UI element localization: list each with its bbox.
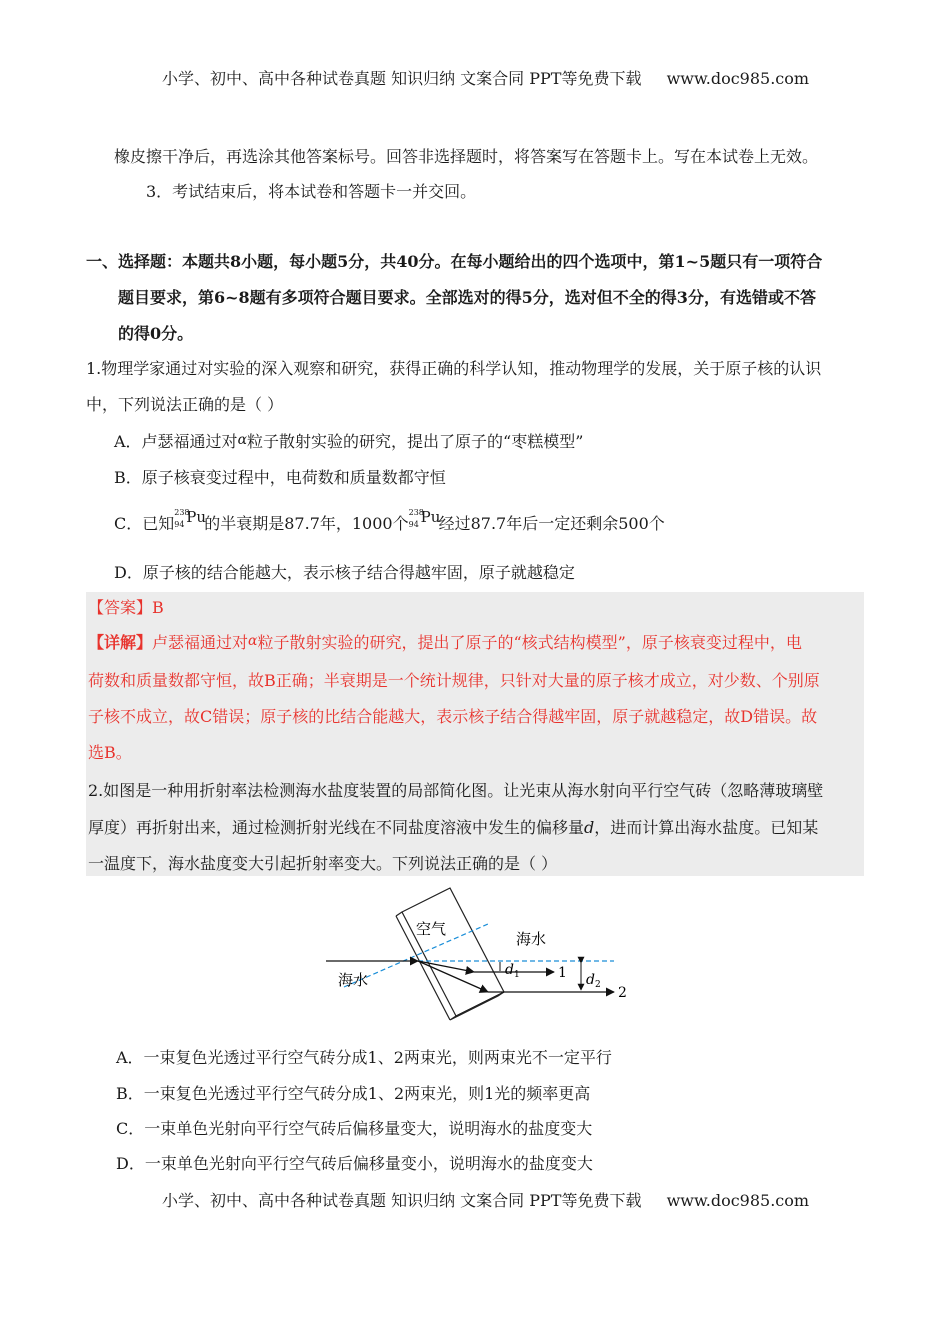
q2-stem-2-post: ，进而计算出海水盐度。已知某 (594, 818, 819, 837)
element-symbol: Pu (420, 507, 441, 526)
label-ray-1: 1 (558, 965, 567, 981)
q1-option-c-mid: 的半衰期是87.7年，1000个 (204, 514, 409, 533)
d1-sub: 1 (513, 970, 520, 980)
q1-detail-line-3: 子核不成立，故C错误；原子核的比结合能越大，表示核子结合得越牢固，原子就越稳定，故D错误。故 (88, 707, 818, 726)
q1-option-c-post: 经过87.7年后一定还剩余500个 (438, 514, 665, 533)
q2-stem-2-pre: 厚度）再折射出来，通过检测折射光线在不同盐度溶液中发生的偏移量 (88, 818, 585, 837)
atomic-number: 94 (174, 519, 185, 529)
header-text: 小学、初中、高中各种试卷真题 知识归纳 文案合同 PPT等免费下载 (162, 69, 642, 88)
label-seawater-left: 海水 (338, 971, 369, 989)
detail-label: 【详解】 (88, 633, 153, 652)
q1-option-b: B．原子核衰变过程中，电荷数和质量数都守恒 (114, 468, 446, 487)
q1-option-a-pre: A．卢瑟福通过对 (114, 432, 238, 451)
alpha-symbol: α (237, 432, 248, 448)
refracted-ray-2 (418, 961, 488, 992)
offset-variable: d (584, 818, 595, 837)
q2-option-b: B．一束复色光透过平行空气砖分成1、2两束光，则1光的频率更高 (116, 1084, 591, 1103)
q2-option-c: C．一束单色光射向平行空气砖后偏移量变大，说明海水的盐度变大 (116, 1119, 593, 1138)
element-symbol: Pu (186, 507, 207, 526)
d2-sub: 2 (594, 980, 601, 990)
refraction-figure (322, 884, 662, 1044)
header-url[interactable]: www.doc985.com (666, 69, 810, 88)
q2-stem-line-3: 一温度下，海水盐度变大引起折射率变大。下列说法正确的是（ ） (88, 854, 558, 873)
q1-answer: 【答案】B (88, 598, 164, 617)
detail-pre: 卢瑟福通过对 (152, 633, 249, 652)
label-d2 (586, 972, 601, 990)
section-heading-line-2: 题目要求，第6~8题有多项符合题目要求。全部选对的得5分，选对但不全的得3分，有选错或不答 (118, 288, 816, 307)
q1-detail-line-1 (88, 632, 802, 655)
q2-option-d: D．一束单色光射向平行空气砖后偏移量变小，说明海水的盐度变大 (116, 1154, 593, 1173)
air-brick-edge (396, 912, 402, 916)
footer-text: 小学、初中、高中各种试卷真题 知识归纳 文案合同 PPT等免费下载 (162, 1191, 642, 1210)
label-seawater-right: 海水 (516, 930, 547, 948)
page-header (162, 68, 809, 90)
pu-nuclide (174, 507, 207, 536)
q1-option-a (114, 431, 583, 454)
d2-var: d (586, 972, 595, 988)
q1-option-c-pre: C．已知 (114, 514, 175, 533)
intro-line-1: 橡皮擦干净后，再选涂其他答案标号。回答非选择题时，将答案写在答题卡上。写在本试卷上无效。 (114, 147, 819, 166)
alpha-symbol: α (248, 633, 258, 649)
pu-nuclide (408, 507, 441, 536)
mass-number: 238 (408, 507, 424, 517)
mass-number: 238 (174, 507, 190, 517)
air-brick-side (450, 992, 504, 1020)
section-heading-line-3: 的得0分。 (118, 324, 194, 343)
q1-option-d: D．原子核的结合能越大，表示核子结合得越牢固，原子就越稳定 (114, 563, 575, 582)
footer-url[interactable]: www.doc985.com (666, 1191, 810, 1210)
q2-stem-line-2 (88, 817, 818, 839)
label-ray-2: 2 (618, 985, 627, 1001)
q1-option-c (114, 507, 665, 536)
intro-line-2: 3．考试结束后，将本试卷和答题卡一并交回。 (146, 182, 477, 201)
label-air: 空气 (416, 920, 447, 938)
q2-option-a: A．一束复色光透过平行空气砖分成1、2两束光，则两束光不一定平行 (116, 1048, 612, 1067)
q1-option-a-post: 粒子散射实验的研究，提出了原子的“枣糕模型” (247, 432, 584, 451)
detail-post: 粒子散射实验的研究，提出了原子的“核式结构模型”，原子核衰变过程中，电 (257, 633, 802, 652)
q1-stem-line-2: 中，下列说法正确的是（ ） (86, 395, 284, 414)
refracted-ray-1 (418, 961, 474, 972)
q2-stem-line-1: 2.如图是一种用折射率法检测海水盐度装置的局部简化图。让光束从海水射向平行空气砖（忽略薄玻璃壁 (88, 781, 824, 800)
section-heading-line-1: 一、选择题：本题共8小题，每小题5分，共40分。在每小题给出的四个选项中，第1~5题只有一项符合 (86, 252, 823, 271)
atomic-number: 94 (408, 519, 419, 529)
q1-detail-line-4: 选B。 (88, 743, 132, 762)
d1-var: d (505, 962, 514, 978)
q1-detail-line-2: 荷数和质量数都守恒，故B正确；半衰期是一个统计规律，只针对大量的原子核才成立，对少数、个别原 (88, 671, 820, 690)
page-footer (162, 1190, 809, 1212)
label-d1 (505, 962, 520, 980)
q1-stem-line-1: 1.物理学家通过对实验的深入观察和研究，获得正确的科学认知，推动物理学的发展，关于原子核的认识 (86, 359, 822, 378)
air-brick-front (402, 888, 504, 1016)
